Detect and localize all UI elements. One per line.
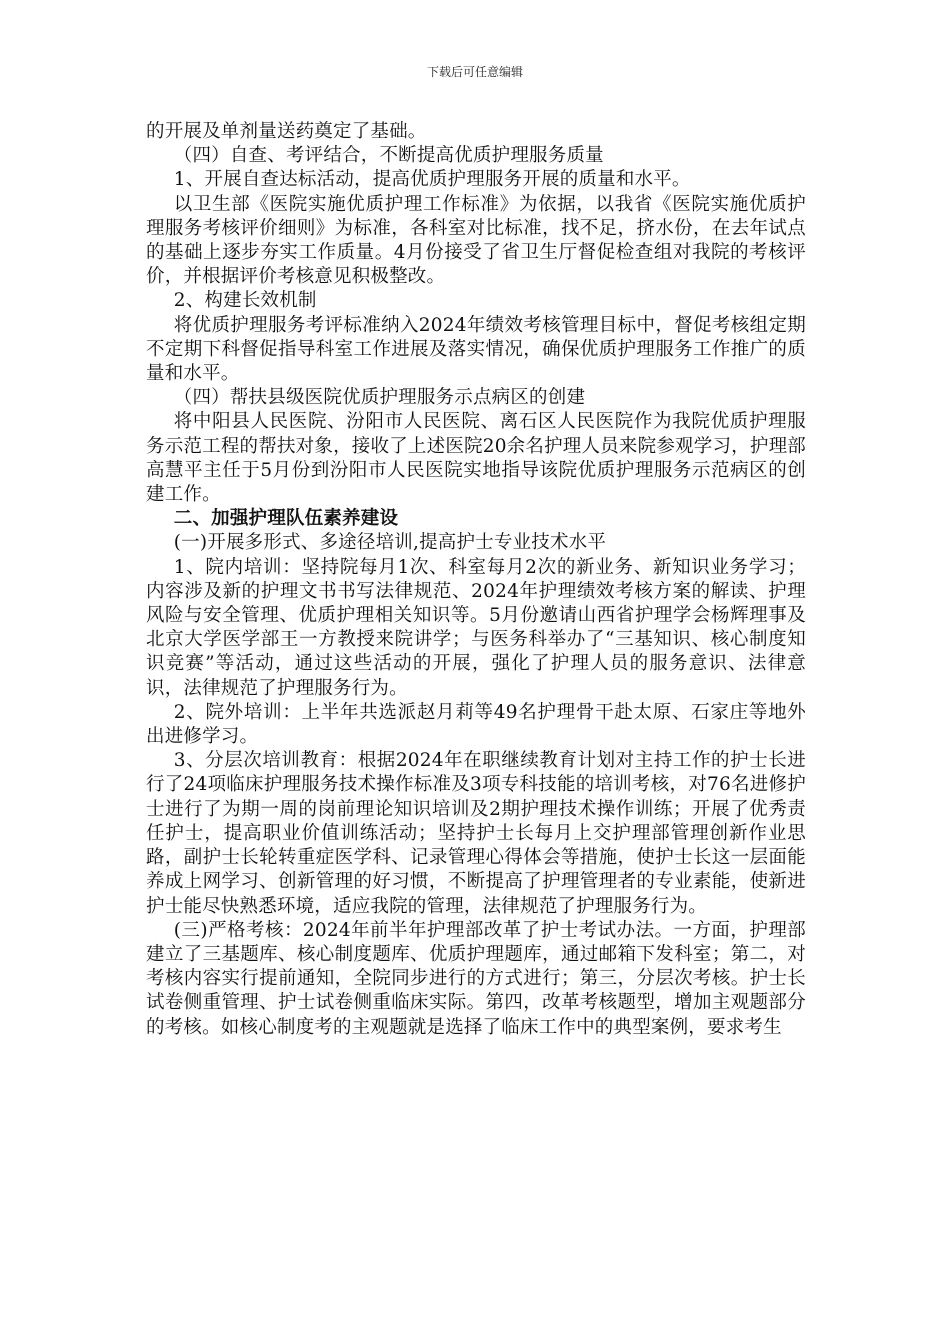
document-body (146, 120, 806, 1040)
subheading-long-term-mechanism: 2、构建长效机制 (173, 290, 317, 312)
paragraph-strict-assessment: (三)严格考核：2024年前半年护理部改革了护士考试办法。一方面，护理部建立了三基题库、核心制度题库、优质护理题库，通过邮箱下发科室；第二，对考核内容实行提前通知，全院同步进行的方式进行；第三，分层次考核。护士长试卷侧重管理、护士试卷侧重临床实际。第四，改革考核题型，增加主观题部分的考核。如核心制度考的主观题就是选择了临床工作中的典型案例，要求考生 (146, 919, 806, 1038)
subheading-training: (一)开展多形式、多途径培训,提高护士专业技术水平 (173, 532, 607, 554)
paragraph-in-hospital-training: 1、院内培训：坚持院每月1次、科室每月2次的新业务、新知识业务学习；内容涉及新的护理文书书写法律规范、2024年护理绩效考核方案的解读、护理风险与安全管理、优质护理相关知识等。5月份邀请山西省护理学会杨辉理事及北京大学医学部王一方教授来院讲学；与医务科举办了“三基知识、核心制度知识竞赛”等活动，通过这些活动的开展，强化了护理人员的服务意识、法律意识，法律规范了护理服务行为。 (146, 556, 806, 699)
paragraph-continuation: 的开展及单剂量送药奠定了基础。 (146, 121, 427, 142)
subheading-self-inspection-activity: 1、开展自查达标活动，提高优质护理服务开展的质量和水平。 (173, 169, 691, 191)
page-header: 下载后可任意编辑 (426, 65, 523, 79)
section-heading-county-hospital-support: （四）帮扶县级医院优质护理服务示点病区的创建 (173, 387, 586, 409)
paragraph-external-training: 2、院外培训：上半年共选派赵月莉等49名护理骨干赴太原、石家庄等地外出进修学习。 (146, 701, 806, 748)
section-heading-self-inspection: （四）自查、考评结合，不断提高优质护理服务质量 (173, 145, 604, 167)
paragraph-tiered-training: 3、分层次培训教育：根据2024年在职继续教育计划对主持工作的护士长进行了24项临床护理服务技术操作标准及3项专科技能的培训考核，对76名进修护士进行了为期一周的岗前理论知识培训及2期护理技术操作训练；开展了优秀责任护士，提高职业价值训练活动；坚持护士长每月上交护理部管理创新作业思路，副护士长轮转重症医学科、记录管理心得体会等措施，使护士长这一层面能养成上网学习、创新管理的好习惯，不断提高了护理管理者的专业素能，使新进护士能尽快熟悉环境，适应我院的管理，法律规范了护理服务行为。 (146, 750, 806, 917)
paragraph-evaluation-standards: 以卫生部《医院实施优质护理工作标准》为依据，以我省《医院实施优质护理服务考核评价细则》为标准，各科室对比标准，找不足，挤水份，在去年试点的基础上逐步夯实工作质量。4月份接受了省卫生厅督促检查组对我院的考核评价，并根据评价考核意见积极整改。 (146, 193, 806, 288)
paragraph-performance-assessment: 将优质护理服务考评标准纳入2024年绩效考核管理目标中，督促考核组定期不定期下科督促指导科室工作进展及落实情况，确保优质护理服务工作推广的质量和水平。 (146, 314, 806, 385)
paragraph-support-targets: 将中阳县人民医院、汾阳市人民医院、离石区人民医院作为我院优质护理服务示范工程的帮扶对象，接收了上述医院20余名护理人员来院参观学习，护理部高慧平主任于5月份到汾阳市人民医院实地指导该院优质护理服务示范病区的创建工作。 (146, 411, 806, 506)
section-heading-team-building: 二、加强护理队伍素养建设 (173, 508, 399, 530)
